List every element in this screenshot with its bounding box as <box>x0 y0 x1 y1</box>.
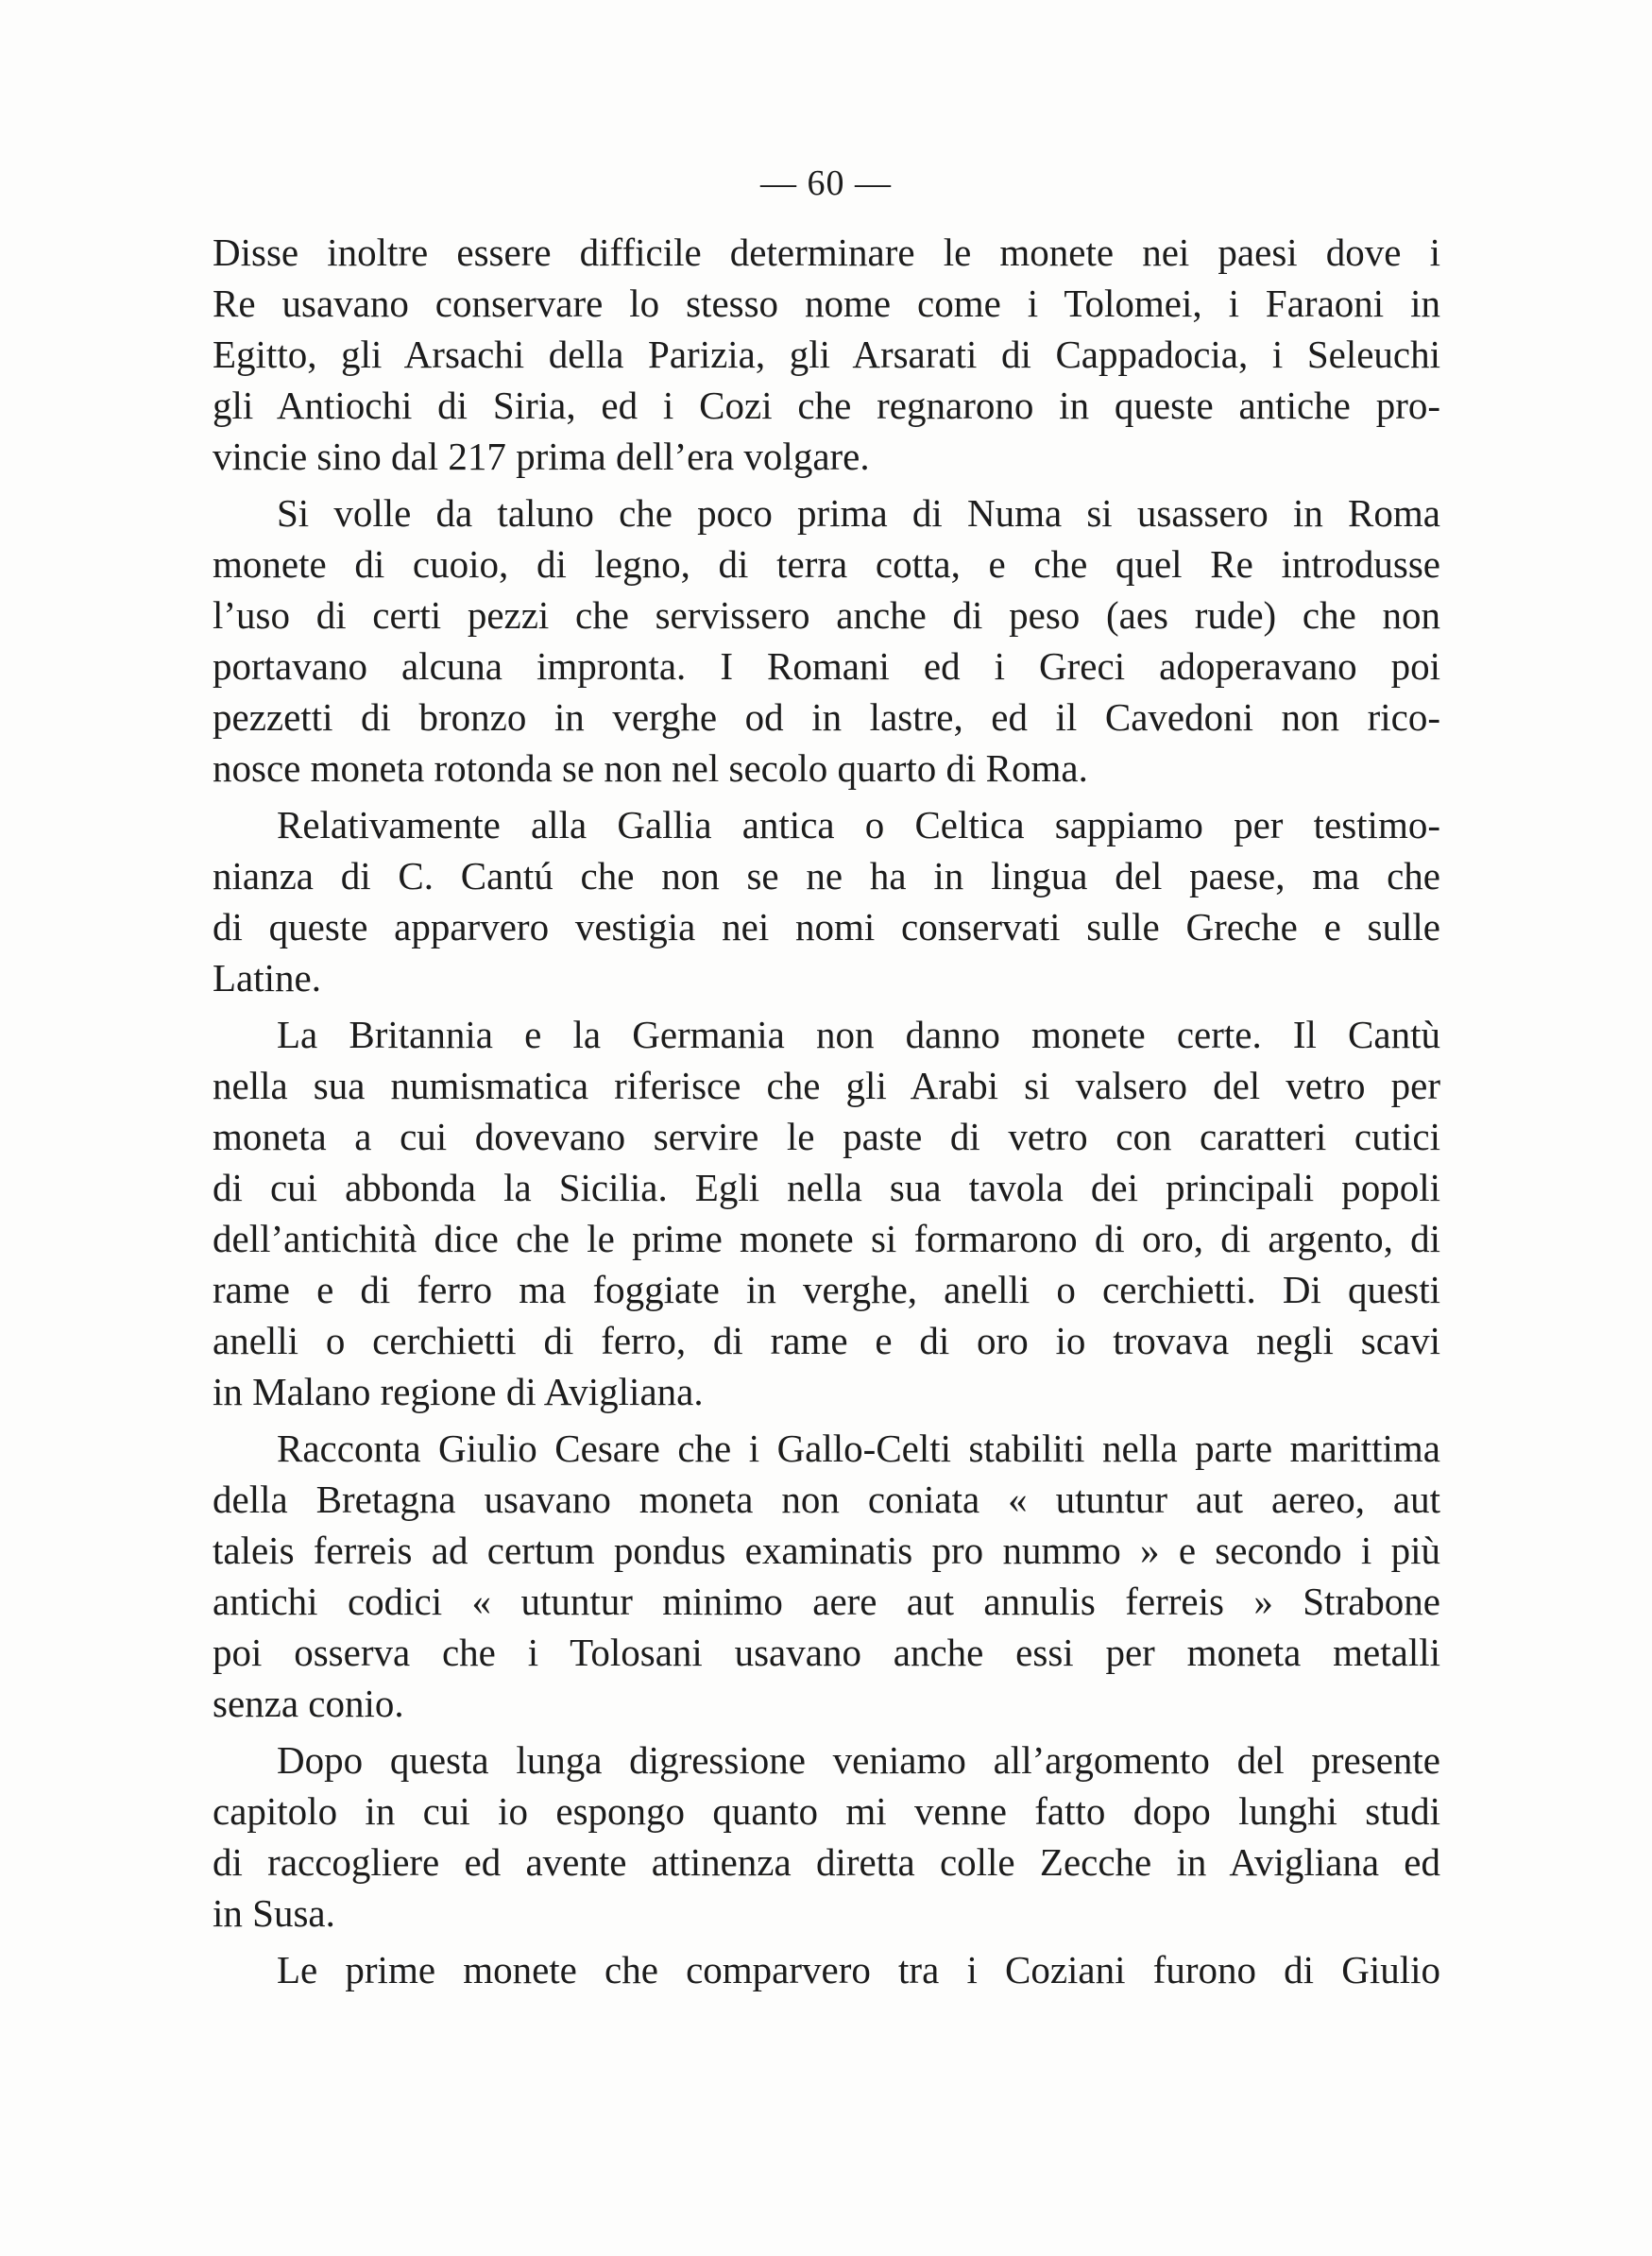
text-line: in Malano regione di Avigliana. <box>213 1370 704 1413</box>
paragraph-4 <box>213 1009 1440 1417</box>
text-line: La Britannia e la Germania non danno monete certe. Il Cantù <box>277 1013 1440 1056</box>
body-text <box>213 227 1440 2001</box>
text-line: della Bretagna usavano moneta non coniata « utuntur aut aereo, aut <box>213 1478 1440 1521</box>
text-line: monete di cuoio, di legno, di terra cotta, e che quel Re introdusse <box>213 542 1440 586</box>
text-line: senza conio. <box>213 1682 404 1725</box>
paragraph-6 <box>213 1735 1440 1939</box>
paragraph-1 <box>213 227 1440 482</box>
text-line: Egitto, gli Arsachi della Parizia, gli Arsarati di Cappadocia, i Seleuchi <box>213 333 1440 376</box>
text-line: Relativamente alla Gallia antica o Celtica sappiamo per testimo- <box>277 803 1440 846</box>
text-line: Le prime monete che comparvero tra i Coziani furono di Giulio <box>277 1948 1440 1991</box>
text-line: Latine. <box>213 956 321 1000</box>
text-line: gli Antiochi di Siria, ed i Cozi che regnarono in queste antiche pro- <box>213 384 1440 427</box>
text-line: in Susa. <box>213 1891 335 1935</box>
paragraph-5 <box>213 1423 1440 1729</box>
paragraph-7 <box>213 1944 1440 1995</box>
text-line: Disse inoltre essere difficile determinare le monete nei paesi dove i <box>213 231 1440 274</box>
text-line: di raccogliere ed avente attinenza diretta colle Zecche in Avigliana ed <box>213 1840 1440 1884</box>
text-line: nella sua numismatica riferisce che gli Arabi si valsero del vetro per <box>213 1064 1440 1107</box>
text-line: pezzetti di bronzo in verghe od in lastre, ed il Cavedoni non rico- <box>213 695 1440 739</box>
paragraph-2 <box>213 487 1440 794</box>
text-line: antichi codici « utuntur minimo aere aut annulis ferreis » Strabone <box>213 1580 1440 1623</box>
text-line: capitolo in cui io espongo quanto mi venne fatto dopo lunghi studi <box>213 1789 1440 1833</box>
text-line: dell’antichità dice che le prime monete si formarono di oro, di argento, di <box>213 1217 1440 1260</box>
text-line: di queste apparvero vestigia nei nomi conservati sulle Greche e sulle <box>213 905 1440 949</box>
text-line: l’uso di certi pezzi che servissero anche di peso (aes rude) che non <box>213 593 1440 637</box>
text-line: moneta a cui dovevano servire le paste di vetro con caratteri cutici <box>213 1115 1440 1158</box>
text-line: vincie sino dal 217 prima dell’era volgare. <box>213 435 870 478</box>
text-line: portavano alcuna impronta. I Romani ed i Greci adoperavano poi <box>213 644 1440 688</box>
text-line: poi osserva che i Tolosani usavano anche essi per moneta metalli <box>213 1631 1440 1674</box>
page-number: — 60 — <box>760 163 892 203</box>
text-line: Si volle da taluno che poco prima di Numa si usassero in Roma <box>277 491 1440 535</box>
text-line: rame e di ferro ma foggiate in verghe, anelli o cerchietti. Di questi <box>213 1268 1440 1311</box>
text-line: Dopo questa lunga digressione veniamo all’argomento del presente <box>277 1738 1440 1782</box>
text-line: nianza di C. Cantú che non se ne ha in lingua del paese, ma che <box>213 854 1440 897</box>
text-line: Re usavano conservare lo stesso nome come i Tolomei, i Faraoni in <box>213 282 1440 325</box>
text-line: taleis ferreis ad certum pondus examinatis pro nummo » e secondo i più <box>213 1529 1440 1572</box>
text-line: di cui abbonda la Sicilia. Egli nella sua tavola dei principali popoli <box>213 1166 1440 1209</box>
text-line: Racconta Giulio Cesare che i Gallo-Celti stabiliti nella parte marittima <box>277 1427 1440 1470</box>
paragraph-3 <box>213 799 1440 1003</box>
text-line: anelli o cerchietti di ferro, di rame e di oro io trovava negli scavi <box>213 1319 1440 1362</box>
text-line: nosce moneta rotonda se non nel secolo quarto di Roma. <box>213 746 1088 790</box>
